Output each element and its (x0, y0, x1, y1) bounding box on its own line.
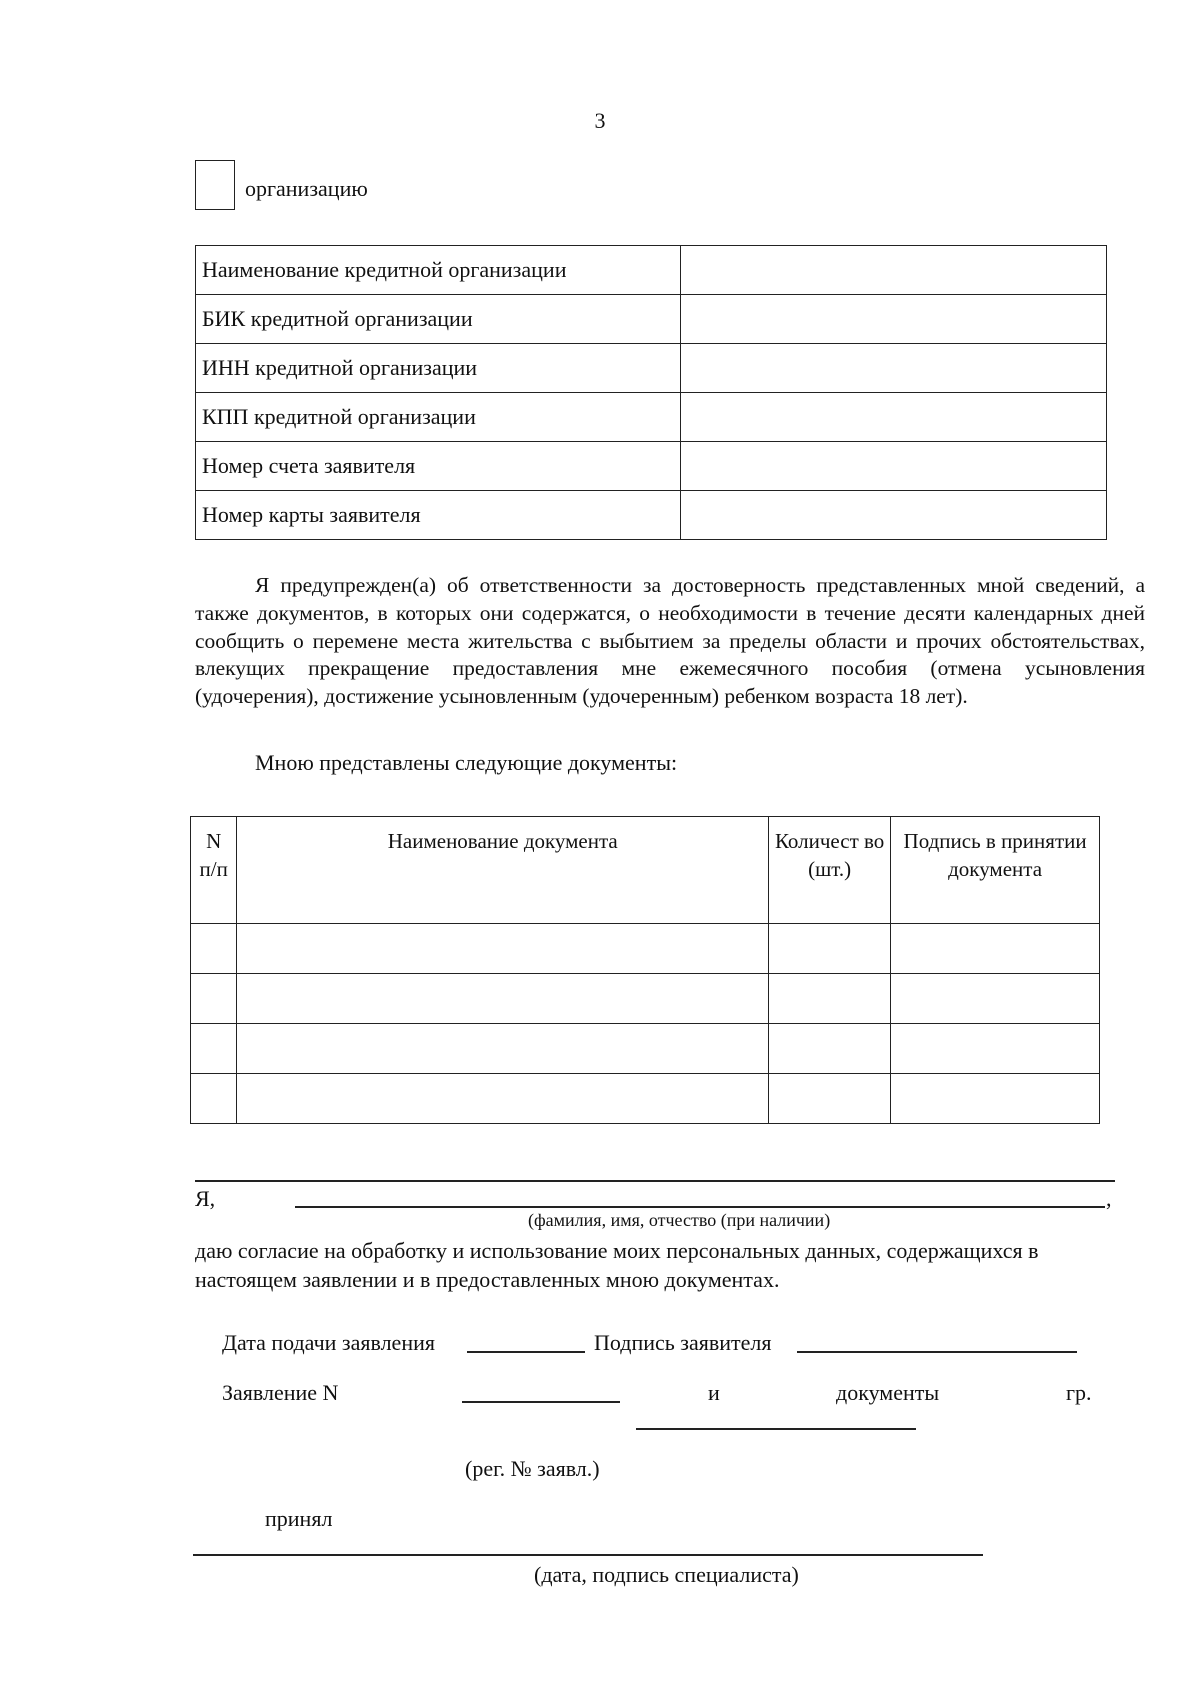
gr-word: гр. (1066, 1380, 1092, 1405)
bank-details-table (195, 245, 1107, 540)
table-row (191, 974, 1100, 1024)
cell-signature[interactable] (891, 974, 1100, 1024)
consent-prefix: Я, (195, 1186, 216, 1211)
statement-label: Заявление N (222, 1380, 339, 1405)
documents-word: документы (836, 1380, 940, 1405)
bank-row-name (196, 246, 1107, 295)
warning-paragraph: Я предупрежден(а) об ответственности за достоверность представленных мной сведений, а также документов, в которых они содержатся, о необходимости в течение десяти календарных дней сообщить о перемене места жительства с выбытием за пределы области и прочих обстоятельствах, влекущих прекращение предоставления мне ежемесячного пособия (отмена усыновления (удочерения), достижение усыновленным (удочеренным) ребенком возраста 18 лет). (195, 573, 1145, 709)
organization-checkbox[interactable] (195, 160, 235, 210)
fio-line[interactable] (295, 1206, 1105, 1208)
documents-table-header (191, 817, 1100, 924)
header-quantity: Количест во (шт.) (769, 817, 891, 924)
cell-number[interactable] (191, 974, 237, 1024)
accepted-label: принял (265, 1506, 333, 1531)
specialist-line[interactable] (193, 1554, 983, 1556)
bank-row-value[interactable] (681, 393, 1107, 442)
cell-signature[interactable] (891, 1074, 1100, 1124)
cell-quantity[interactable] (769, 974, 891, 1024)
table-row (191, 1074, 1100, 1124)
bank-row-value[interactable] (681, 246, 1107, 295)
bank-row-inn (196, 344, 1107, 393)
cell-quantity[interactable] (769, 1074, 891, 1124)
date-label: Дата подачи заявления (222, 1330, 435, 1355)
consent-comma: , (1106, 1186, 1112, 1211)
cell-quantity[interactable] (769, 924, 891, 974)
specialist-caption: (дата, подпись специалиста) (534, 1562, 799, 1587)
page-number: 3 (594, 108, 606, 133)
header-number: N п/п (191, 817, 237, 924)
cell-signature[interactable] (891, 1024, 1100, 1074)
fio-caption: (фамилия, имя, отчество (при наличии) (528, 1210, 831, 1230)
bank-row-value[interactable] (681, 295, 1107, 344)
bank-row-value[interactable] (681, 442, 1107, 491)
table-row (191, 1024, 1100, 1074)
and-word: и (708, 1380, 720, 1405)
header-signature: Подпись в принятии документа (891, 817, 1100, 924)
organization-checkbox-label: организацию (245, 176, 368, 201)
bank-row-value[interactable] (681, 344, 1107, 393)
cell-number[interactable] (191, 1024, 237, 1074)
citizen-line[interactable] (636, 1428, 916, 1430)
bank-row-label: Наименование кредитной организации (196, 246, 681, 295)
cell-document-name[interactable] (237, 1074, 769, 1124)
cell-signature[interactable] (891, 924, 1100, 974)
documents-table (190, 816, 1100, 1124)
consent-text: даю согласие на обработку и использование моих персональных данных, содержащихся в настоящем заявлении и в предоставленных мною документах. (195, 1238, 1039, 1292)
documents-intro: Мною представлены следующие документы: (255, 750, 678, 775)
consent-top-line (195, 1180, 1115, 1182)
cell-number[interactable] (191, 924, 237, 974)
bank-row-card (196, 491, 1107, 540)
signature-line[interactable] (797, 1351, 1077, 1353)
cell-quantity[interactable] (769, 1024, 891, 1074)
bank-row-label: Номер счета заявителя (196, 442, 681, 491)
table-row (191, 924, 1100, 974)
cell-document-name[interactable] (237, 1024, 769, 1074)
bank-row-label: БИК кредитной организации (196, 295, 681, 344)
reg-caption: (рег. № заявл.) (465, 1456, 600, 1481)
bank-row-bik (196, 295, 1107, 344)
bank-row-kpp (196, 393, 1107, 442)
bank-row-label: ИНН кредитной организации (196, 344, 681, 393)
cell-number[interactable] (191, 1074, 237, 1124)
cell-document-name[interactable] (237, 924, 769, 974)
reg-number-line[interactable] (462, 1401, 620, 1403)
date-line[interactable] (467, 1351, 585, 1353)
bank-row-account (196, 442, 1107, 491)
header-document-name: Наименование документа (237, 817, 769, 924)
bank-row-label: Номер карты заявителя (196, 491, 681, 540)
bank-row-label: КПП кредитной организации (196, 393, 681, 442)
cell-document-name[interactable] (237, 974, 769, 1024)
bank-row-value[interactable] (681, 491, 1107, 540)
signature-label: Подпись заявителя (594, 1330, 772, 1355)
